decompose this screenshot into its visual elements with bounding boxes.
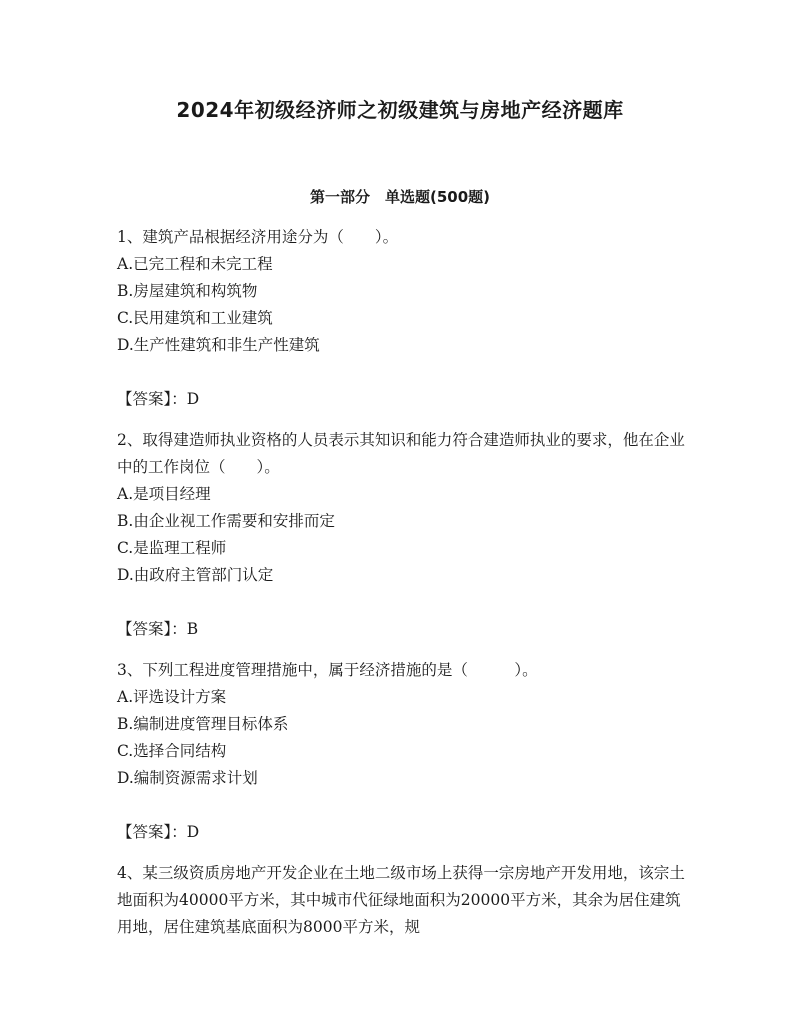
question-list: [117, 224, 687, 941]
answer-text: 【答案】：D: [117, 390, 200, 408]
option-a: A.是项目经理: [117, 485, 211, 503]
question-stem: 4、某三级资质房地产开发企业在土地二级市场上获得一宗房地产开发用地，该宗土地面积为40000平方米，其中城市代征绿地面积为20000平方米，其余为居住建筑用地，居住建筑基底面积为8000平方米，规: [117, 864, 685, 936]
answer-text: 【答案】：B: [117, 620, 199, 638]
question-stem: 3、下列工程进度管理措施中，属于经济措施的是（ ）。: [117, 661, 538, 679]
question-stem: 2、取得建造师执业资格的人员表示其知识和能力符合建造师执业的要求，他在企业中的工作岗位（ ）。: [117, 431, 685, 476]
option-b: B.房屋建筑和构筑物: [117, 282, 258, 300]
page-title: 2024年初级经济师之初级建筑与房地产经济题库: [176, 98, 624, 122]
question-item: [117, 427, 687, 643]
option-a: A.已完工程和未完工程: [117, 255, 273, 273]
question-stem: 1、建筑产品根据经济用途分为（ ）。: [117, 228, 399, 246]
option-a: A.评选设计方案: [117, 688, 227, 706]
section-title: 第一部分 单选题(500题): [309, 188, 491, 206]
option-d: D.编制资源需求计划: [117, 769, 258, 787]
option-c: C.是监理工程师: [117, 539, 227, 557]
question-item: [117, 657, 687, 846]
answer-text: 【答案】：D: [117, 823, 200, 841]
option-c: C.民用建筑和工业建筑: [117, 309, 273, 327]
option-b: B.由企业视工作需要和安排而定: [117, 512, 335, 530]
question-item: [117, 860, 687, 941]
option-d: D.生产性建筑和非生产性建筑: [117, 336, 320, 354]
option-d: D.由政府主管部门认定: [117, 566, 274, 584]
option-b: B.编制进度管理目标体系: [117, 715, 289, 733]
question-item: [117, 224, 687, 413]
option-c: C.选择合同结构: [117, 742, 227, 760]
